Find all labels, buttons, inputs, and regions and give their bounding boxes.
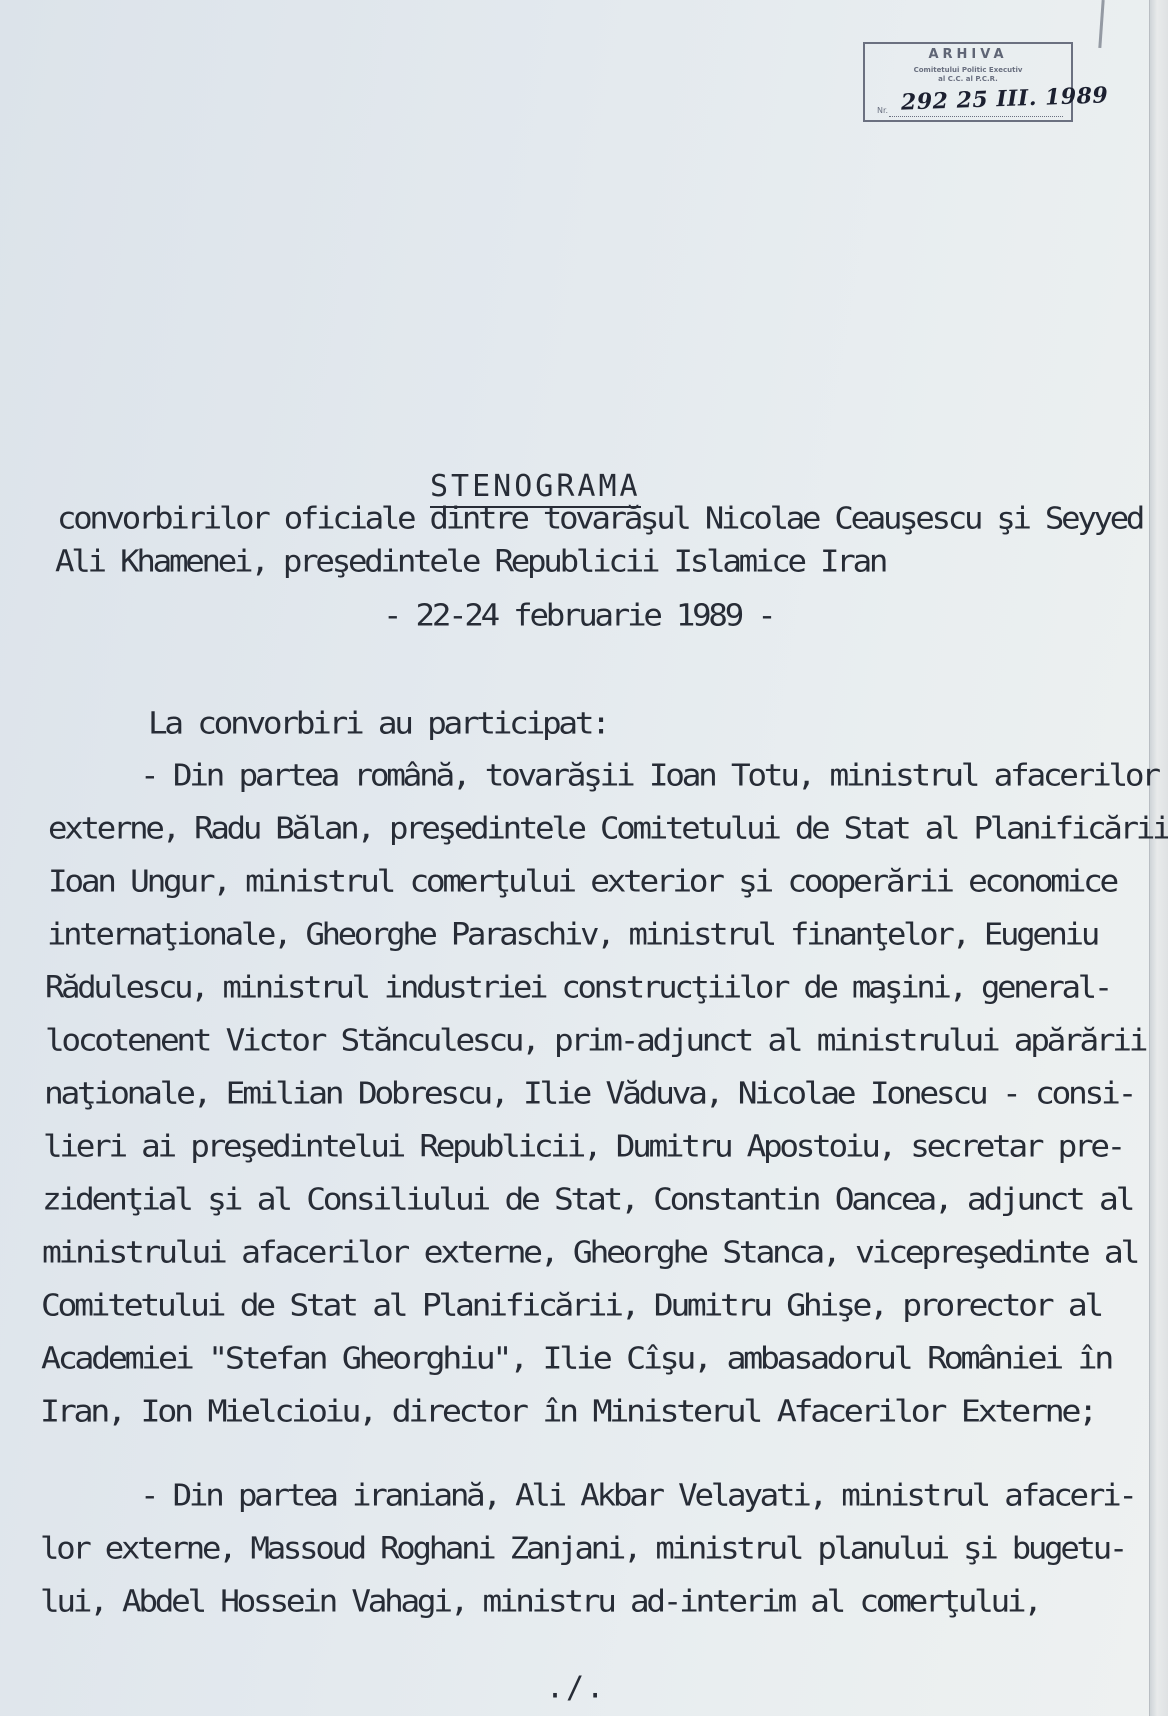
continuation-mark: ./. bbox=[546, 1670, 607, 1706]
body-line-13: Academiei "Stefan Gheorghiu", Ilie Cîşu, ambasadorul României în bbox=[41, 1341, 1111, 1377]
body-line-12: Comitetului de Stat al Planificării, Dumitru Ghişe, prorector al bbox=[41, 1288, 1101, 1324]
stamp-handwritten-number: 292 25 III. 1989 bbox=[900, 82, 1109, 116]
body-line-16: lor externe, Massoud Roghani Zanjani, ministrul planului şi bugetu- bbox=[40, 1531, 1126, 1567]
archive-stamp bbox=[863, 42, 1109, 122]
body-line-1: La convorbiri au participat: bbox=[148, 706, 608, 742]
stamp-title: ARHIVA bbox=[928, 47, 1008, 62]
body-line-15: - Din partea iraniană, Ali Akbar Velayati, ministrul afaceri- bbox=[140, 1478, 1135, 1514]
body-line-9: lieri ai preşedintelui Republicii, Dumitru Apostoiu, secretar pre- bbox=[43, 1129, 1124, 1165]
stamp-line-2: al C.C. al P.C.R. bbox=[938, 75, 998, 83]
body-line-3: externe, Radu Bălan, preşedintele Comitetului de Stat al Planificării bbox=[48, 811, 1168, 847]
body-line-2: - Din partea română, tovarăşii Ioan Totu, ministrul afacerilor bbox=[140, 758, 1158, 794]
heading-line-1: convorbirilor oficiale dintre tovarăşul Nicolae Ceauşescu şi Seyyed bbox=[57, 501, 1143, 537]
heading-line-2: Ali Khamenei, preşedintele Republicii Islamice Iran bbox=[55, 544, 886, 580]
stamp-line-1: Comitetului Politic Executiv bbox=[913, 66, 1023, 74]
body-line-4: Ioan Ungur, ministrul comerţului exterior şi cooperării economice bbox=[48, 864, 1116, 900]
body-line-7: locotenent Victor Stănculescu, prim-adjunct al ministrului apărării bbox=[45, 1023, 1146, 1059]
body-line-10: zidenţial şi al Consiliului de Stat, Constantin Oancea, adjunct al bbox=[42, 1182, 1133, 1218]
body-line-17: lui, Abdel Hossein Vahagi, ministru ad-interim al comerţului, bbox=[40, 1584, 1040, 1620]
body-line-5: internaţionale, Gheorghe Paraschiv, ministrul finanţelor, Eugeniu bbox=[47, 917, 1097, 953]
body-line-11: ministrului afacerilor externe, Gheorghe Stanca, vicepreşedinte al bbox=[42, 1235, 1138, 1271]
body-line-6: Rădulescu, ministrul industriei construcţiilor de maşini, general- bbox=[45, 970, 1111, 1006]
document-title: STENOGRAMA bbox=[430, 470, 641, 508]
heading-date: - 22-24 februarie 1989 - bbox=[383, 598, 774, 634]
page-edge bbox=[1149, 0, 1168, 1716]
stamp-nr-label: Nr. bbox=[877, 106, 889, 115]
body-line-14: Iran, Ion Mielcioiu, director în Ministerul Afacerilor Externe; bbox=[40, 1394, 1095, 1430]
stamp-underline bbox=[889, 116, 1063, 117]
body-line-8: naţionale, Emilian Dobrescu, Ilie Văduva, Nicolae Ionescu - consi- bbox=[44, 1076, 1135, 1112]
